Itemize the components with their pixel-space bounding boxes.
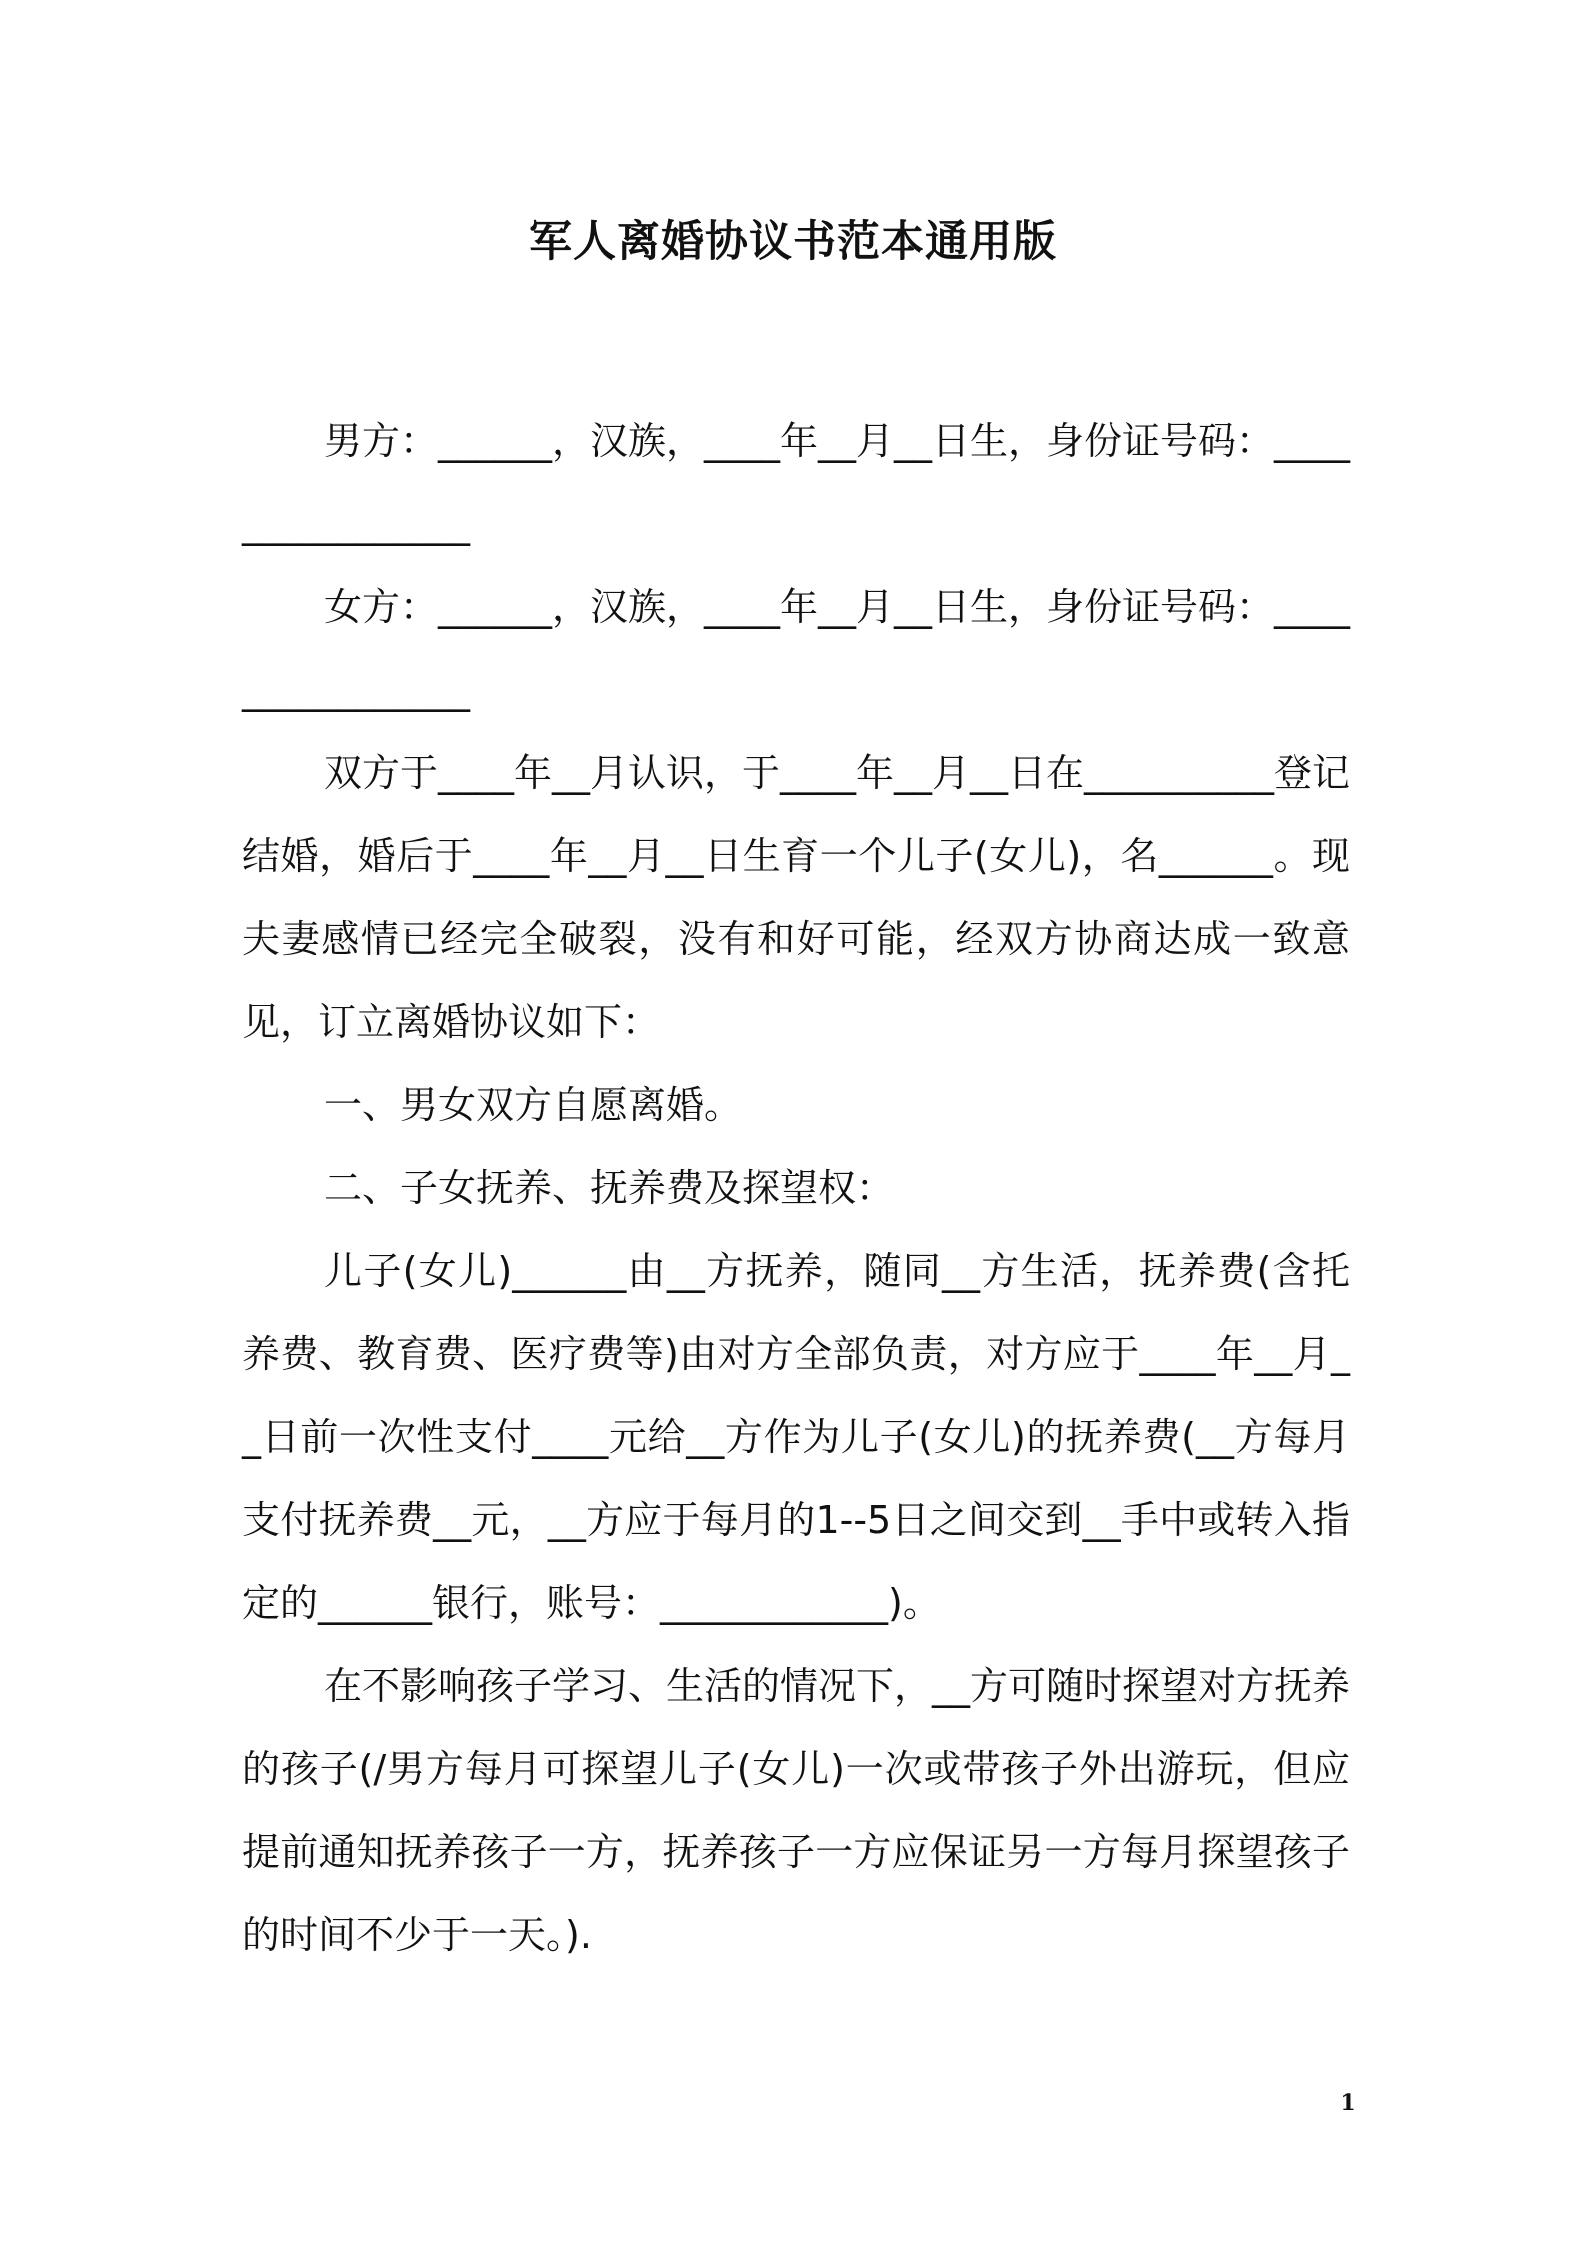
paragraph-marriage-background: 双方于____年__月认识，于____年__月__日在__________登记结婚，婚后于____年__月__日生育一个儿子(女儿)，名______。现夫妻感情已经完全破裂，没有和好可能，经双方协商达成一致意见，订立离婚协议如下： xyxy=(242,751,1351,1044)
page-number: 1 xyxy=(1340,2090,1356,2116)
document-body xyxy=(242,400,1350,1977)
paragraph-male-party: 男方：______，汉族，____年__月__日生，身份证号码：________________ xyxy=(242,419,1351,546)
document-title: 军人离婚协议书范本通用版 xyxy=(529,217,1057,267)
paragraph-visitation-rights: 在不影响孩子学习、生活的情况下，__方可随时探望对方抚养的孩子(/男方每月可探望儿子(女儿)一次或带孩子外出游玩，但应提前通知抚养孩子一方，抚养孩子一方应保证另一方每月探望孩子的时间不少于一天。). xyxy=(242,1664,1351,1957)
clause-voluntary-divorce: 一、男女双方自愿离婚。 xyxy=(324,1083,743,1127)
paragraph-child-support: 儿子(女儿)______由__方抚养，随同__方生活，抚养费(含托养费、教育费、医疗费等)由对方全部负责，对方应于____年__月__日前一次性支付____元给__方作为儿子(女儿)的抚养费(__方每月支付抚养费__元，__方应于每月的1--5日之间交到__手中或转入指定的______银行，账号：____________)。 xyxy=(242,1249,1350,1625)
clause-child-custody-heading: 二、子女抚养、抚养费及探望权： xyxy=(324,1166,895,1210)
paragraph-female-party: 女方：______，汉族，____年__月__日生，身份证号码：________________ xyxy=(242,585,1351,712)
